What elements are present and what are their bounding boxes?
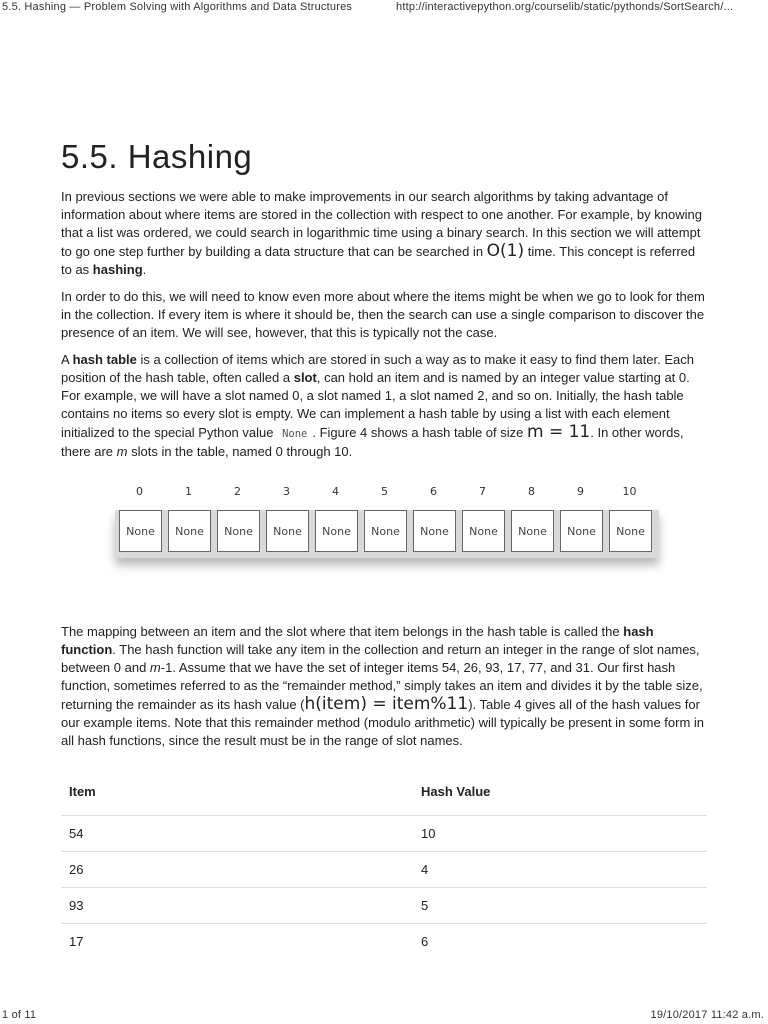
hash-values-table bbox=[61, 784, 707, 959]
print-header-url: http://interactivepython.org/courselib/static/pythonds/SortSearch/... bbox=[396, 1, 734, 13]
figure-slot-cell: None bbox=[462, 510, 505, 552]
figure-slot-cell: None bbox=[364, 510, 407, 552]
cell-hash-value: 6 bbox=[421, 934, 429, 949]
figure-slot-index: 2 bbox=[234, 485, 241, 498]
hash-table-figure bbox=[115, 485, 659, 579]
figure-slot-index: 7 bbox=[479, 485, 486, 498]
figure-slot-index: 5 bbox=[381, 485, 388, 498]
cell-item: 54 bbox=[61, 816, 413, 852]
figure-slot-index: 10 bbox=[622, 485, 637, 498]
figure-slot-index: 9 bbox=[577, 485, 584, 498]
paragraph-hash-function: The mapping between an item and the slot where that item belongs in the hash table is called the hash function. The hash function will take any item in the collection and return an integer in the range of slot names, between 0 and m-1. Assume that we have the set of integer items 54, 26, 93, 17, 77, and 31. Our first hash function, sometimes referred to as the “remainder method,” simply takes an item and divides it by the table size, returning the remainder as its hash value (h(item) = item%11). Table 4 gives all of the hash values for our example items. Note that this remainder method (modulo arithmetic) will typically be present in some form in all hash functions, since the result must be in the range of slot names. bbox=[61, 624, 705, 748]
cell-hash-value: 4 bbox=[413, 852, 707, 888]
table-row bbox=[61, 888, 707, 924]
cell-item: 26 bbox=[61, 852, 413, 888]
figure-slot-cell: None bbox=[266, 510, 309, 552]
paragraph-intro: In previous sections we were able to make improvements in our search algorithms by taking advantage of information about where items are stored in the collection with respect to one another. For example, by knowing that a list was ordered, we could search in logarithmic time using a binary search. In this section we will attempt to go one step further by building a data structure that can be searched in O(1) time. This concept is referred to as hashing. bbox=[61, 189, 702, 277]
figure-slot-cell: None bbox=[609, 510, 652, 552]
paragraph-location: In order to do this, we will need to know even more about where the items might be when we go to look for them in the collection. If every item is where it should be, then the search can use a single comparison to discover the presence of an item. We will see, however, that this is typically not the case. bbox=[61, 289, 705, 340]
figure-slots bbox=[115, 510, 659, 558]
figure-slot-index: 3 bbox=[283, 485, 290, 498]
figure-slot-cell: None bbox=[119, 510, 162, 552]
print-footer-page: 1 of 11 bbox=[2, 1009, 37, 1021]
figure-slot-index: 6 bbox=[430, 485, 437, 498]
cell-item: 93 bbox=[61, 888, 413, 924]
figure-slot-index: 8 bbox=[528, 485, 535, 498]
figure-slot-cell: None bbox=[560, 510, 603, 552]
figure-slot-index: 0 bbox=[136, 485, 143, 498]
article-content bbox=[61, 138, 707, 959]
cell-item: 17 bbox=[69, 934, 84, 949]
term-hash-function: hash function bbox=[61, 624, 654, 657]
math-remainder-formula: h(item) = item%11 bbox=[304, 694, 469, 714]
figure-slot-index: 4 bbox=[332, 485, 339, 498]
print-footer-timestamp: 19/10/2017 11:42 a.m. bbox=[650, 1009, 764, 1021]
page-title: 5.5. Hashing bbox=[61, 138, 253, 175]
figure-slot-cell: None bbox=[413, 510, 456, 552]
figure-slot-index: 1 bbox=[185, 485, 192, 498]
table-header-row bbox=[61, 784, 707, 816]
term-hashing: hashing bbox=[92, 262, 143, 277]
column-header-hash-value: Hash Value bbox=[413, 784, 707, 816]
table-row bbox=[61, 816, 707, 852]
figure-slot-cell: None bbox=[315, 510, 358, 552]
figure-slot-cell: None bbox=[511, 510, 554, 552]
term-slot: slot bbox=[293, 370, 317, 385]
cell-hash-value: 5 bbox=[413, 888, 707, 924]
cell-hash-value: 10 bbox=[413, 816, 707, 852]
column-header-item: Item bbox=[61, 784, 413, 816]
table-row bbox=[61, 924, 707, 960]
math-o1: O(1) bbox=[486, 241, 525, 261]
code-none: None bbox=[282, 428, 308, 440]
math-m-equals-11: m = 11 bbox=[527, 422, 591, 442]
term-hash-table: hash table bbox=[72, 352, 137, 367]
figure-slot-cell: None bbox=[217, 510, 260, 552]
table-row bbox=[61, 852, 707, 888]
figure-slot-cell: None bbox=[168, 510, 211, 552]
paragraph-hash-table: A hash table is a collection of items which are stored in such a way as to make it easy to find them later. Each position of the hash table, often called a slot, can hold an item and is named by an integer value starting at 0. For example, we will have a slot named 0, a slot named 1, a slot named 2, and so on. Initially, the hash table contains no items so every slot is empty. We can implement a hash table by using a list with each element initialized to the special Python value None . Figure 4 shows a hash table of size m = 11. In other words, there are m slots in the table, named 0 through 10. bbox=[61, 352, 694, 459]
figure-slot-indices bbox=[115, 485, 659, 503]
print-header-title: 5.5. Hashing — Problem Solving with Algorithms and Data Structures bbox=[2, 1, 353, 13]
